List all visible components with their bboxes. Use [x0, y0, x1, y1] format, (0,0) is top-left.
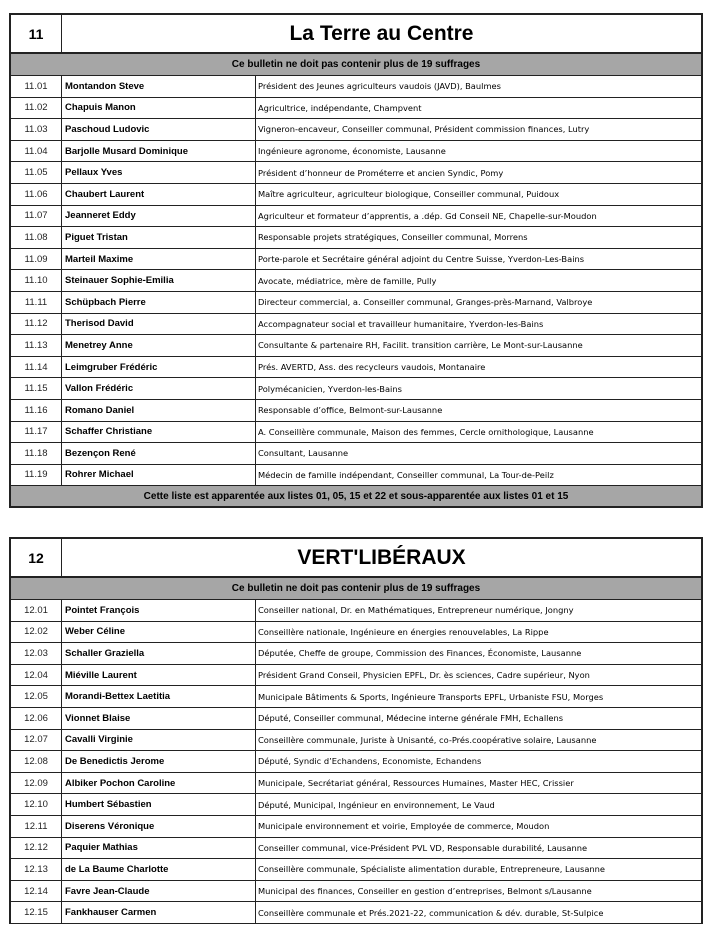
- candidate-row: [11, 119, 701, 141]
- candidate-name: Bezençon René: [62, 443, 256, 464]
- candidate-name: Paschoud Ludovic: [62, 119, 256, 140]
- candidate-name: Albiker Pochon Caroline: [62, 773, 256, 794]
- candidate-description: Municipal des finances, Conseiller en gestion d’entreprises, Belmont s/Lausanne: [258, 886, 592, 897]
- candidate-number: 12.04: [11, 665, 62, 686]
- candidate-row: [11, 378, 701, 400]
- candidate-description: Conseillère nationale, Ingénieure en énergies renouvelables, La Rippe: [258, 626, 549, 637]
- candidate-description: Municipale, Secrétariat général, Ressources Humaines, Master HEC, Crissier: [258, 778, 574, 789]
- candidate-number: 12.11: [11, 816, 62, 837]
- list-header: [11, 539, 701, 578]
- candidate-number: 11.09: [11, 249, 62, 270]
- candidate-description: Conseiller communal, vice-Président PVL VD, Responsable durabilité, Lausanne: [258, 842, 588, 853]
- candidate-row: [11, 794, 701, 816]
- candidate-description: Ingénieure agronome, économiste, Lausanne: [258, 146, 446, 157]
- candidate-row: [11, 881, 701, 903]
- candidate-row: [11, 249, 701, 271]
- candidate-description: Député, Syndic d’Echandens, Economiste, Echandens: [258, 756, 482, 767]
- candidate-name: Steinauer Sophie-Emilia: [62, 270, 256, 291]
- candidate-row: [11, 730, 701, 752]
- candidate-description: Consultant, Lausanne: [258, 448, 349, 459]
- candidate-number: 11.08: [11, 227, 62, 248]
- candidate-number: 11.07: [11, 206, 62, 227]
- candidate-number: 12.12: [11, 838, 62, 859]
- candidate-number: 12.08: [11, 751, 62, 772]
- candidate-description: Députée, Cheffe de groupe, Commission des Finances, Économiste, Lausanne: [258, 648, 582, 659]
- candidate-name: Morandi-Bettex Laetitia: [62, 686, 256, 707]
- candidate-name: Rohrer Michael: [62, 465, 256, 486]
- candidate-number: 11.17: [11, 422, 62, 443]
- candidate-description: Conseillère communale, Juriste à Unisanté, co-Prés.coopérative solaire, Lausanne: [258, 734, 597, 745]
- list-title: VERT'LIBÉRAUX: [297, 545, 466, 569]
- candidate-name: Schaffer Christiane: [62, 422, 256, 443]
- candidate-name: Therisod David: [62, 314, 256, 335]
- list-header: [11, 15, 701, 54]
- candidate-row: [11, 422, 701, 444]
- candidate-row: [11, 622, 701, 644]
- list-number: 12: [11, 539, 62, 576]
- candidate-number: 12.10: [11, 794, 62, 815]
- candidate-number: 11.18: [11, 443, 62, 464]
- candidate-name: Piguet Tristan: [62, 227, 256, 248]
- candidate-row: [11, 98, 701, 120]
- candidate-number: 11.11: [11, 292, 62, 313]
- candidate-description: Président d’honneur de Prométerre et ancien Syndic, Pomy: [258, 167, 504, 178]
- candidate-description: Conseillère communale, Spécialiste alimentation durable, Entrepreneure, Lausanne: [258, 864, 606, 875]
- candidate-row: [11, 357, 701, 379]
- candidate-row: [11, 816, 701, 838]
- candidate-description: Municipale Bâtiments & Sports, Ingénieure Transports EPFL, Urbaniste FSU, Morges: [258, 691, 604, 702]
- candidate-name: Vallon Frédéric: [62, 378, 256, 399]
- candidate-description: Polymécanicien, Yverdon-les-Bains: [258, 383, 402, 394]
- candidate-name: Menetrey Anne: [62, 335, 256, 356]
- candidate-row: [11, 465, 701, 487]
- candidate-name: Marteil Maxime: [62, 249, 256, 270]
- candidate-description: Vigneron-encaveur, Conseiller communal, Président commission finances, Lutry: [258, 124, 590, 135]
- candidate-description: Agriculteur et formateur d’apprentis, a .dép. Gd Conseil NE, Chapelle-sur-Moudon: [258, 210, 597, 221]
- candidate-number: 12.13: [11, 859, 62, 880]
- candidate-row: [11, 859, 701, 881]
- candidate-name: Pointet François: [62, 600, 256, 621]
- candidate-description: Conseiller national, Dr. en Mathématiques, Entrepreneur numérique, Jongny: [258, 605, 574, 616]
- candidate-description: Agricultrice, indépendante, Champvent: [258, 102, 422, 113]
- candidate-row: [11, 686, 701, 708]
- candidate-number: 11.15: [11, 378, 62, 399]
- candidate-name: Favre Jean-Claude: [62, 881, 256, 902]
- candidate-name: Chapuis Manon: [62, 98, 256, 119]
- candidate-description: Prés. AVERTD, Ass. des recycleurs vaudois, Montanaire: [258, 362, 486, 373]
- candidate-name: Romano Daniel: [62, 400, 256, 421]
- candidate-number: 11.16: [11, 400, 62, 421]
- candidate-description: Municipale environnement et voirie, Employée de commerce, Moudon: [258, 821, 550, 832]
- candidate-row: [11, 751, 701, 773]
- candidate-description: Médecin de famille indépendant, Conseiller communal, La Tour-de-Peilz: [258, 469, 554, 480]
- candidate-row: [11, 227, 701, 249]
- candidate-name: Chaubert Laurent: [62, 184, 256, 205]
- candidate-number: 12.07: [11, 730, 62, 751]
- candidate-number: 11.05: [11, 162, 62, 183]
- candidate-name: de La Baume Charlotte: [62, 859, 256, 880]
- candidate-description: A. Conseillère communale, Maison des femmes, Cercle ornithologique, Lausanne: [258, 426, 594, 437]
- candidate-number: 11.13: [11, 335, 62, 356]
- candidate-number: 12.09: [11, 773, 62, 794]
- candidate-description: Président Grand Conseil, Physicien EPFL, Dr. ès sciences, Cadre supérieur, Nyon: [258, 670, 590, 681]
- candidate-row: [11, 270, 701, 292]
- candidate-number: 12.06: [11, 708, 62, 729]
- candidate-name: Humbert Sébastien: [62, 794, 256, 815]
- candidate-row: [11, 902, 701, 924]
- candidate-number: 12.14: [11, 881, 62, 902]
- candidate-row: [11, 773, 701, 795]
- candidate-description: Responsable d’office, Belmont-sur-Lausanne: [258, 405, 443, 416]
- candidate-description: Porte-parole et Secrétaire général adjoint du Centre Suisse, Yverdon-Les-Bains: [258, 254, 585, 265]
- candidate-description: Maître agriculteur, agriculteur biologique, Conseiller communal, Puidoux: [258, 189, 560, 200]
- candidate-row: [11, 335, 701, 357]
- candidate-description: Président des Jeunes agriculteurs vaudois (JAVD), Baulmes: [258, 81, 501, 92]
- candidate-number: 12.01: [11, 600, 62, 621]
- candidate-number: 11.03: [11, 119, 62, 140]
- candidate-row: [11, 838, 701, 860]
- candidate-name: Diserens Véronique: [62, 816, 256, 837]
- candidate-description: Avocate, médiatrice, mère de famille, Pully: [258, 275, 437, 286]
- candidate-description: Conseillère communale et Prés.2021-22, communication & dév. durable, St-Sulpice: [258, 907, 604, 918]
- candidate-number: 12.15: [11, 902, 62, 923]
- suffrage-notice: Ce bulletin ne doit pas contenir plus de 19 suffrages: [11, 54, 701, 76]
- candidate-name: Jeanneret Eddy: [62, 206, 256, 227]
- candidate-row: [11, 400, 701, 422]
- candidate-number: 11.14: [11, 357, 62, 378]
- candidate-number: 11.06: [11, 184, 62, 205]
- candidate-name: Pellaux Yves: [62, 162, 256, 183]
- candidate-number: 12.03: [11, 643, 62, 664]
- candidate-name: Schaller Graziella: [62, 643, 256, 664]
- candidate-description: Accompagnateur social et travailleur humanitaire, Yverdon-les-Bains: [258, 318, 544, 329]
- candidate-name: Schüpbach Pierre: [62, 292, 256, 313]
- candidate-number: 11.19: [11, 465, 62, 486]
- candidate-description: Consultante & partenaire RH, Facilit. transition carrière, Le Mont-sur-Lausanne: [258, 340, 583, 351]
- candidate-description: Directeur commercial, a. Conseiller communal, Granges-près-Marnand, Valbroye: [258, 297, 593, 308]
- list-title: La Terre au Centre: [289, 21, 474, 45]
- candidate-name: Montandon Steve: [62, 76, 256, 97]
- candidate-name: Cavalli Virginie: [62, 730, 256, 751]
- candidate-row: [11, 314, 701, 336]
- candidate-number: 11.10: [11, 270, 62, 291]
- suffrage-notice: Ce bulletin ne doit pas contenir plus de 19 suffrages: [11, 578, 701, 600]
- candidate-description: Député, Municipal, Ingénieur en environnement, Le Vaud: [258, 799, 495, 810]
- candidate-name: Fankhauser Carmen: [62, 902, 256, 923]
- candidate-row: [11, 76, 701, 98]
- candidate-name: Vionnet Blaise: [62, 708, 256, 729]
- candidate-row: [11, 141, 701, 163]
- candidate-number: 12.05: [11, 686, 62, 707]
- candidate-name: Paquier Mathias: [62, 838, 256, 859]
- candidate-row: [11, 292, 701, 314]
- ballot-list-11: [9, 13, 703, 508]
- candidate-number: 12.02: [11, 622, 62, 643]
- candidate-row: [11, 600, 701, 622]
- candidate-number: 11.01: [11, 76, 62, 97]
- ballot-list-12: [9, 537, 703, 924]
- candidate-number: 11.12: [11, 314, 62, 335]
- candidate-row: [11, 162, 701, 184]
- candidate-rows: [11, 76, 701, 486]
- candidate-name: Barjolle Musard Dominique: [62, 141, 256, 162]
- candidate-description: Député, Conseiller communal, Médecine interne générale FMH, Echallens: [258, 713, 564, 724]
- candidate-row: [11, 184, 701, 206]
- candidate-row: [11, 443, 701, 465]
- candidate-number: 11.04: [11, 141, 62, 162]
- candidate-description: Responsable projets stratégiques, Conseiller communal, Morrens: [258, 232, 528, 243]
- candidate-name: Leimgruber Frédéric: [62, 357, 256, 378]
- candidate-number: 11.02: [11, 98, 62, 119]
- candidate-row: [11, 643, 701, 665]
- candidate-name: Weber Céline: [62, 622, 256, 643]
- candidate-name: De Benedictis Jerome: [62, 751, 256, 772]
- candidate-rows: [11, 600, 701, 924]
- candidate-row: [11, 665, 701, 687]
- candidate-row: [11, 206, 701, 228]
- candidate-row: [11, 708, 701, 730]
- list-number: 11: [11, 15, 62, 52]
- candidate-name: Miéville Laurent: [62, 665, 256, 686]
- apparentement-footer: Cette liste est apparentée aux listes 01, 05, 15 et 22 et sous-apparentée aux listes 01 et 15: [11, 486, 701, 506]
